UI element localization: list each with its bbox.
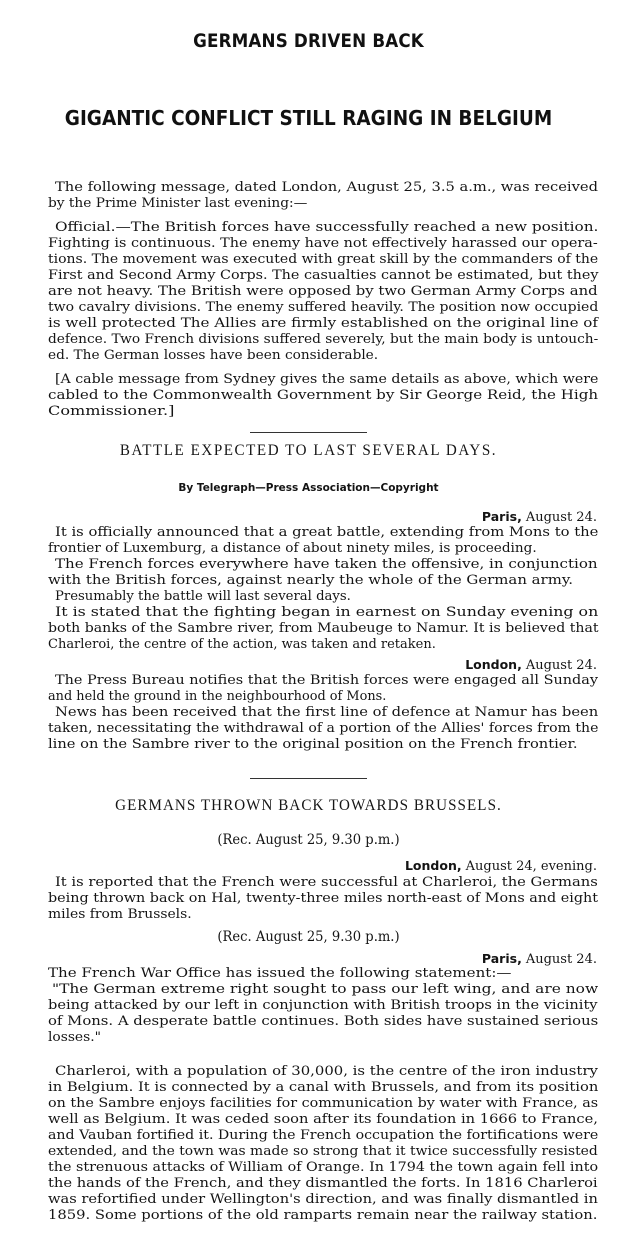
text-line: The French War Office has issued the following statement:— bbox=[48, 966, 512, 981]
text-line: is well protected The Allies are firmly established on the original line of bbox=[48, 316, 598, 331]
text-line: First and Second Army Corps. The casualties cannot be estimated, but they bbox=[48, 268, 599, 283]
section3-heading: GERMANS THROWN BACK TOWARDS BRUSSELS. bbox=[115, 797, 502, 814]
text-line: Commissioner.] bbox=[48, 404, 175, 419]
received-note: (Rec. August 25, 9.30 p.m.) bbox=[217, 929, 400, 945]
text-line: both banks of the Sambre river, from Maubeuge to Namur. It is believed that bbox=[48, 621, 599, 636]
text-line: It is officially announced that a great battle, extending from Mons to the bbox=[55, 525, 599, 540]
dateline bbox=[482, 951, 597, 967]
text-line: Fighting is continuous. The enemy have not effectively harassed our opera- bbox=[48, 236, 598, 251]
dateline bbox=[465, 657, 597, 673]
dateline-date: August 24. bbox=[525, 658, 597, 673]
dateline-date: August 24. bbox=[525, 510, 597, 525]
text-line: cabled to the Commonwealth Government by Sir George Reid, the High bbox=[48, 388, 599, 403]
text-line: Official.—The British forces have successfully reached a new position. bbox=[55, 220, 599, 235]
headline: GERMANS DRIVEN BACK bbox=[193, 30, 424, 52]
text-line: "The German extreme right sought to pass our left wing, and are now bbox=[52, 982, 599, 997]
text-line: are not heavy. The British were opposed by two German Army Corps and bbox=[48, 284, 598, 299]
divider bbox=[250, 432, 367, 433]
subheadline: GIGANTIC CONFLICT STILL RAGING IN BELGIUM bbox=[64, 106, 553, 130]
text-line: being attacked by our left in conjunction with British troops in the vicinity bbox=[48, 998, 598, 1013]
text-line: losses." bbox=[48, 1030, 101, 1045]
received-note: (Rec. August 25, 9.30 p.m.) bbox=[217, 832, 400, 848]
text-line: tions. The movement was executed with great skill by the commanders of the bbox=[48, 252, 599, 267]
text-line: ed. The German losses have been considerable. bbox=[48, 348, 379, 363]
text-line: taken, necessitating the withdrawal of a portion of the Allies' forces from the bbox=[48, 721, 599, 736]
text-line: It is stated that the fighting began in earnest on Sunday evening on bbox=[55, 605, 599, 620]
text-line: being thrown back on Hal, twenty-three miles north-east of Mons and eight bbox=[48, 891, 599, 906]
text-line: line on the Sambre river to the original position on the French frontier. bbox=[48, 737, 578, 752]
dateline-date: August 24, evening. bbox=[465, 859, 597, 874]
text-line: It is reported that the French were successful at Charleroi, the Germans bbox=[55, 875, 598, 890]
section2-heading: BATTLE EXPECTED TO LAST SEVERAL DAYS. bbox=[119, 442, 498, 459]
dateline-city: Paris, bbox=[481, 951, 522, 966]
text-line: and held the ground in the neighbourhood of Mons. bbox=[48, 689, 387, 704]
text-line: Presumably the battle will last several days. bbox=[55, 589, 351, 604]
text-line: The Press Bureau notifies that the British forces were engaged all Sunday bbox=[55, 673, 598, 688]
dateline-date: August 24. bbox=[525, 952, 597, 967]
text-line: the hands of the French, and they dismantled the forts. In 1816 Charleroi bbox=[48, 1176, 598, 1191]
text-line: two cavalry divisions. The enemy suffered heavily. The position now occupied bbox=[48, 300, 599, 315]
text-line: extended, and the town was made so strong that it twice successfully resisted bbox=[48, 1144, 598, 1159]
text-line: the strenuous attacks of William of Orange. In 1794 the town again fell into bbox=[48, 1160, 599, 1175]
text-line: by the Prime Minister last evening:— bbox=[48, 196, 308, 211]
dateline bbox=[405, 858, 597, 874]
dateline-city: London, bbox=[404, 858, 462, 873]
text-line: Charleroi, with a population of 30,000, is the centre of the iron industry bbox=[55, 1064, 598, 1079]
divider bbox=[250, 778, 367, 779]
dateline bbox=[482, 509, 597, 525]
text-line: News has been received that the first line of defence at Namur has been bbox=[55, 705, 599, 720]
text-line: Charleroi, the centre of the action, was taken and retaken. bbox=[48, 637, 436, 652]
text-line: 1859. Some portions of the old ramparts remain near the railway station. bbox=[48, 1208, 598, 1223]
text-line: The French forces everywhere have taken the offensive, in conjunction bbox=[55, 557, 598, 572]
text-line: in Belgium. It is connected by a canal with Brussels, and from its position bbox=[48, 1080, 599, 1095]
dateline-city: Paris, bbox=[481, 509, 522, 524]
text-line: was refortified under Wellington's direction, and was finally dismantled in bbox=[48, 1192, 598, 1207]
byline: By Telegraph—Press Association—Copyright bbox=[178, 481, 439, 494]
dateline-city: London, bbox=[465, 657, 522, 672]
text-line: [A cable message from Sydney gives the same details as above, which were bbox=[55, 372, 599, 387]
text-line: well as Belgium. It was ceded soon after its foundation in 1666 to France, bbox=[48, 1112, 598, 1127]
text-line: miles from Brussels. bbox=[48, 907, 192, 922]
text-line: of Mons. A desperate battle continues. Both sides have sustained serious bbox=[48, 1014, 599, 1029]
text-line: frontier of Luxemburg, a distance of about ninety miles, is proceeding. bbox=[48, 541, 537, 556]
text-line: on the Sambre enjoys facilities for communication by water with France, as bbox=[48, 1096, 599, 1111]
text-line: and Vauban fortified it. During the French occupation the fortifications were bbox=[48, 1128, 599, 1143]
text-line: defence. Two French divisions suffered severely, but the main body is untouch- bbox=[48, 332, 599, 347]
text-line: with the British forces, against nearly the whole of the German army. bbox=[48, 573, 574, 588]
text-line: The following message, dated London, August 25, 3.5 a.m., was received bbox=[55, 180, 598, 195]
